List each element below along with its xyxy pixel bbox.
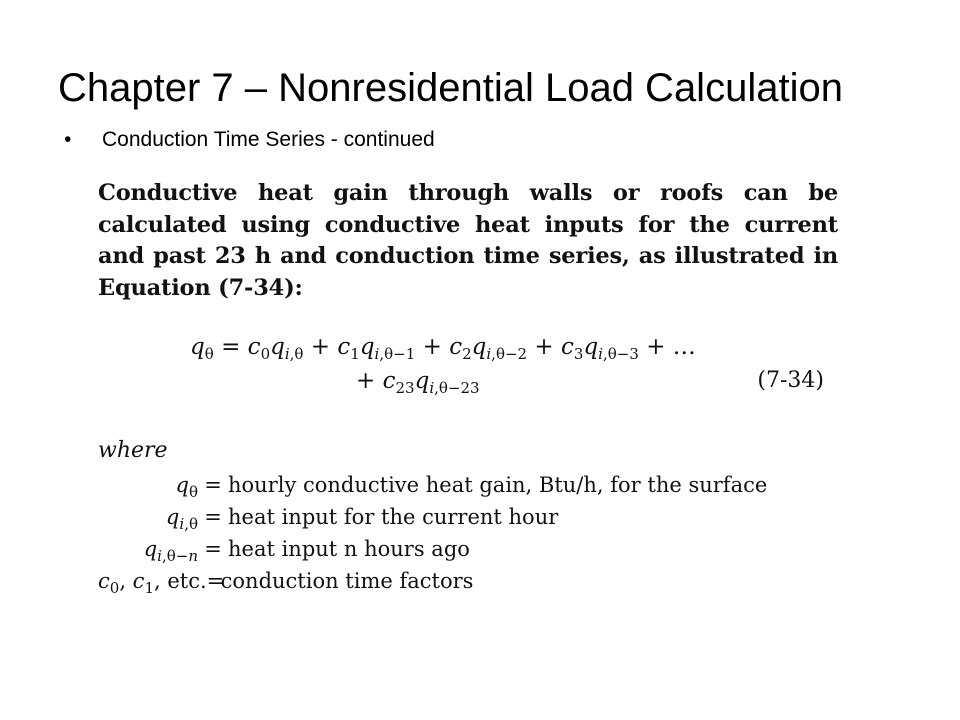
equals-sign: = — [206, 569, 225, 593]
bullet-dot-icon: • — [64, 128, 72, 151]
definition-text: heat input for the current hour — [228, 505, 559, 529]
definition-symbol: $q_{i,\theta-n}$ — [143, 537, 198, 565]
definition-row — [98, 469, 838, 501]
definition-row — [98, 501, 838, 533]
definition-row — [98, 565, 838, 597]
equation-number: (7-34) — [757, 368, 824, 393]
textbook-excerpt — [98, 178, 838, 597]
symbol-suffix: , etc. — [153, 569, 207, 593]
equals-sign: = — [204, 473, 222, 497]
where-label: where — [98, 438, 168, 463]
bullet-item — [64, 128, 435, 152]
definition-row — [98, 533, 838, 565]
equation-line-1: $q_\theta = c_0q_{i,\theta} + c_1q_{i,\theta-1} + c_2q_{i,\theta-2} + c_3q_{i,\theta-3}$ + … — [190, 334, 696, 363]
definition-text: heat input n hours ago — [228, 537, 470, 561]
equation-line-2: + $c_{23}q_{i,\theta-23}$ — [356, 368, 480, 397]
definition-symbol: $q_{i,\theta}$ — [165, 505, 198, 533]
equals-sign: = — [204, 505, 222, 529]
definition-symbol: $c_0$, $c_1$, etc. — [98, 569, 207, 597]
bullet-text: Conduction Time Series - continued — [102, 128, 435, 151]
definition-text: hourly conductive heat gain, Btu/h, for the surface — [228, 473, 768, 497]
slide-title: Chapter 7 – Nonresidential Load Calculation — [58, 66, 843, 110]
definition-text: conduction time factors — [220, 569, 474, 593]
equals-sign: = — [204, 537, 222, 561]
definition-symbol: $q_\theta$ — [175, 473, 198, 501]
definitions-list — [98, 469, 838, 597]
equation-7-34 — [98, 324, 838, 412]
excerpt-paragraph: Conductive heat gain through walls or roofs can be calculated using conductive heat inputs for the current and past 23 h and conduction time series, as illustrated in Equation (7-34): — [98, 180, 838, 301]
